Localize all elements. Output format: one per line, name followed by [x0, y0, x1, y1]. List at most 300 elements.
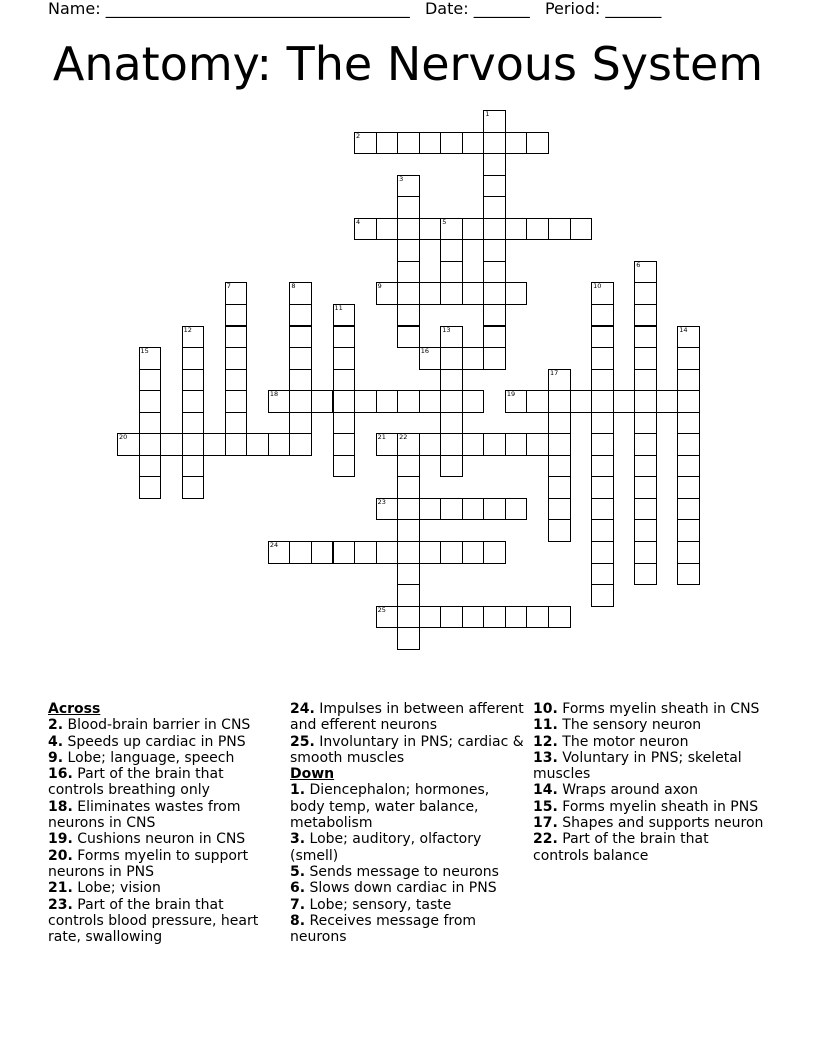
clue-num: 4. — [48, 733, 64, 750]
across-clue — [48, 848, 278, 881]
crossword-cell[interactable] — [591, 390, 614, 413]
crossword-cell[interactable] — [419, 541, 442, 564]
crossword-cell[interactable] — [634, 326, 657, 349]
crossword-cell[interactable] — [354, 218, 377, 241]
clue-num: 19. — [48, 831, 73, 848]
down-clue — [290, 831, 525, 864]
crossword-cell[interactable] — [677, 412, 700, 435]
crossword-cell[interactable] — [591, 584, 614, 607]
crossword-cell[interactable] — [591, 455, 614, 478]
crossword-cell[interactable] — [505, 433, 528, 456]
crossword-cell[interactable] — [483, 196, 506, 219]
crossword-cell[interactable] — [397, 390, 420, 413]
down-clue — [533, 782, 768, 798]
crossword-cell[interactable] — [634, 563, 657, 586]
crossword-cell[interactable] — [440, 390, 463, 413]
crossword-cell[interactable] — [397, 282, 420, 305]
clue-number: 14 — [679, 325, 688, 334]
crossword-cell[interactable] — [591, 519, 614, 542]
crossword-cell[interactable] — [397, 455, 420, 478]
crossword-cell[interactable] — [634, 455, 657, 478]
crossword-cell[interactable] — [419, 433, 442, 456]
clue-number: 13 — [442, 325, 451, 334]
across-clue — [48, 897, 278, 946]
crossword-cell[interactable] — [548, 369, 571, 392]
clue-text: Forms myelin to support neurons in PNS — [48, 847, 249, 880]
crossword-cell[interactable] — [182, 347, 205, 370]
name-label: Name: — [48, 0, 101, 18]
clue-text: Impulses in between afferent and efferent neurons — [290, 701, 524, 734]
clue-text: Involuntary in PNS; cardiac & smooth muscles — [290, 733, 524, 766]
clue-text: Part of the brain that controls breathing only — [48, 766, 224, 799]
across-clue — [290, 701, 525, 734]
crossword-cell[interactable] — [570, 218, 593, 241]
crossword-cell[interactable] — [483, 347, 506, 370]
crossword-cell[interactable] — [117, 433, 140, 456]
crossword-cell[interactable] — [419, 606, 442, 629]
crossword-cell[interactable] — [440, 282, 463, 305]
down-clue — [533, 717, 768, 733]
across-clue — [48, 734, 278, 750]
crossword-cell[interactable] — [397, 132, 420, 155]
clue-text: Lobe; vision — [77, 880, 161, 897]
crossword-cell[interactable] — [397, 218, 420, 241]
crossword-cell[interactable] — [677, 369, 700, 392]
clue-text: The motor neuron — [562, 733, 689, 750]
clue-text: Forms myelin sheath in CNS — [562, 701, 760, 717]
crossword-cell[interactable] — [677, 541, 700, 564]
down-heading: Down — [290, 766, 335, 783]
crossword-cell[interactable] — [160, 433, 183, 456]
crossword-cell[interactable] — [677, 563, 700, 586]
crossword-cell[interactable] — [462, 390, 485, 413]
crossword-cell[interactable] — [440, 218, 463, 241]
clue-number: 11 — [334, 303, 343, 312]
crossword-cell[interactable] — [440, 498, 463, 521]
clue-num: 13. — [533, 749, 558, 766]
crossword-cell[interactable] — [289, 541, 312, 564]
clue-num: 10. — [533, 701, 558, 717]
name-field[interactable]: ______________________________________ — [105, 0, 410, 18]
crossword-cell[interactable] — [440, 433, 463, 456]
crossword-cell[interactable] — [268, 390, 291, 413]
crossword-cell[interactable] — [311, 541, 334, 564]
crossword-cell[interactable] — [289, 433, 312, 456]
clue-num: 14. — [533, 782, 558, 799]
clue-number: 9 — [377, 282, 382, 291]
crossword-cell[interactable] — [182, 369, 205, 392]
crossword-cell[interactable] — [483, 498, 506, 521]
crossword-cell[interactable] — [397, 584, 420, 607]
crossword-cell[interactable] — [505, 606, 528, 629]
crossword-cell[interactable] — [677, 433, 700, 456]
crossword-cell[interactable] — [419, 218, 442, 241]
crossword-cell[interactable] — [634, 282, 657, 305]
crossword-cell[interactable] — [289, 347, 312, 370]
clue-text: Speeds up cardiac in PNS — [67, 733, 246, 750]
crossword-cell[interactable] — [397, 433, 420, 456]
down-clue — [290, 864, 525, 880]
crossword-cell[interactable] — [677, 390, 700, 413]
crossword-cell[interactable] — [634, 476, 657, 499]
crossword-cell[interactable] — [591, 304, 614, 327]
crossword-cell[interactable] — [225, 390, 248, 413]
crossword-cell[interactable] — [591, 541, 614, 564]
crossword-cell[interactable] — [333, 390, 356, 413]
crossword-cell[interactable] — [397, 541, 420, 564]
crossword-cell[interactable] — [570, 390, 593, 413]
crossword-cell[interactable] — [354, 132, 377, 155]
crossword-cell[interactable] — [462, 132, 485, 155]
across-clue — [48, 799, 278, 832]
clue-num: 17. — [533, 815, 558, 832]
crossword-cell[interactable] — [311, 390, 334, 413]
crossword-cell[interactable] — [462, 498, 485, 521]
clue-number: 22 — [399, 433, 408, 442]
crossword-cell[interactable] — [526, 433, 549, 456]
crossword-cell[interactable] — [225, 369, 248, 392]
crossword-cell[interactable] — [440, 606, 463, 629]
clue-num: 7. — [290, 896, 306, 913]
crossword-cell[interactable] — [505, 498, 528, 521]
crossword-cell[interactable] — [483, 132, 506, 155]
crossword-cell[interactable] — [483, 606, 506, 629]
down-clue — [290, 897, 525, 913]
clue-num: 2. — [48, 717, 64, 734]
crossword-cell[interactable] — [483, 239, 506, 262]
crossword-cell[interactable] — [440, 347, 463, 370]
crossword-cell[interactable] — [483, 153, 506, 176]
clue-text: Lobe; auditory, olfactory (smell) — [290, 831, 482, 864]
clue-number: 5 — [442, 217, 447, 226]
crossword-cell[interactable] — [333, 304, 356, 327]
period-field[interactable]: _______ — [605, 0, 662, 18]
crossword-cell[interactable] — [505, 282, 528, 305]
crossword-cell[interactable] — [526, 390, 549, 413]
down-clue — [533, 701, 768, 717]
clue-number: 4 — [356, 217, 361, 226]
crossword-cell[interactable] — [548, 455, 571, 478]
clue-text: Lobe; language, speech — [67, 749, 235, 766]
clue-number: 12 — [183, 325, 192, 334]
crossword-cell[interactable] — [397, 196, 420, 219]
crossword-cell[interactable] — [139, 347, 162, 370]
crossword-cell[interactable] — [376, 218, 399, 241]
crossword-cell[interactable] — [440, 541, 463, 564]
crossword-cell[interactable] — [483, 110, 506, 133]
crossword-cell[interactable] — [634, 498, 657, 521]
crossword-cell[interactable] — [376, 541, 399, 564]
crossword-cell[interactable] — [397, 627, 420, 650]
crossword-cell[interactable] — [483, 218, 506, 241]
clues-column-3 — [533, 701, 768, 864]
clue-number: 23 — [377, 497, 386, 506]
crossword-cell[interactable] — [483, 261, 506, 284]
across-clue — [48, 717, 278, 733]
clue-text: Blood-brain barrier in CNS — [67, 717, 251, 734]
clue-num: 6. — [290, 880, 306, 897]
clue-num: 16. — [48, 766, 73, 783]
crossword-cell[interactable] — [548, 476, 571, 499]
crossword-cell[interactable] — [333, 369, 356, 392]
clue-text: Forms myelin sheath in PNS — [562, 798, 759, 815]
crossword-cell[interactable] — [656, 390, 679, 413]
down-clue — [533, 799, 768, 815]
clue-num: 21. — [48, 880, 73, 897]
crossword-cell[interactable] — [139, 390, 162, 413]
crossword-cell[interactable] — [333, 412, 356, 435]
crossword-cell[interactable] — [289, 326, 312, 349]
clue-number: 6 — [636, 260, 641, 269]
crossword-cell[interactable] — [462, 606, 485, 629]
crossword-cell[interactable] — [440, 261, 463, 284]
crossword-cell[interactable] — [397, 476, 420, 499]
crossword-cell[interactable] — [505, 132, 528, 155]
crossword-cell[interactable] — [677, 347, 700, 370]
date-field[interactable]: _______ — [473, 0, 530, 18]
crossword-cell[interactable] — [397, 606, 420, 629]
clue-text: Cushions neuron in CNS — [77, 831, 246, 848]
crossword-cell[interactable] — [246, 433, 269, 456]
down-clue — [533, 815, 768, 831]
crossword-cell[interactable] — [462, 282, 485, 305]
crossword-cell[interactable] — [376, 282, 399, 305]
crossword-cell[interactable] — [440, 455, 463, 478]
clue-num: 11. — [533, 717, 558, 734]
crossword-cell[interactable] — [289, 282, 312, 305]
crossword-cell[interactable] — [397, 519, 420, 542]
crossword-cell[interactable] — [397, 175, 420, 198]
clue-text: Voluntary in PNS; skeletal muscles — [533, 749, 742, 783]
crossword-cell[interactable] — [634, 347, 657, 370]
crossword-cell[interactable] — [139, 433, 162, 456]
crossword-cell[interactable] — [139, 369, 162, 392]
crossword-cell[interactable] — [289, 369, 312, 392]
crossword-cell[interactable] — [591, 498, 614, 521]
clue-text: Slows down cardiac in PNS — [309, 880, 497, 897]
clue-num: 12. — [533, 733, 558, 750]
date-label: Date: — [424, 0, 469, 18]
crossword-cell[interactable] — [634, 541, 657, 564]
crossword-cell[interactable] — [397, 261, 420, 284]
crossword-cell[interactable] — [376, 390, 399, 413]
clue-number: 20 — [119, 433, 128, 442]
crossword-cell[interactable] — [548, 390, 571, 413]
down-clue — [533, 734, 768, 750]
clue-num: 15. — [533, 798, 558, 815]
clue-num: 20. — [48, 847, 73, 864]
crossword-cell[interactable] — [419, 347, 442, 370]
crossword-cell[interactable] — [333, 541, 356, 564]
crossword-cell[interactable] — [634, 369, 657, 392]
crossword-cell[interactable] — [289, 304, 312, 327]
crossword-cell[interactable] — [376, 433, 399, 456]
crossword-cell[interactable] — [591, 563, 614, 586]
clue-text: Sends message to neurons — [309, 863, 499, 880]
crossword-cell[interactable] — [505, 218, 528, 241]
down-clue — [533, 831, 768, 864]
crossword-cell[interactable] — [440, 369, 463, 392]
crossword-cell[interactable] — [225, 282, 248, 305]
crossword-cell[interactable] — [591, 282, 614, 305]
clue-number: 8 — [291, 282, 296, 291]
crossword-cell[interactable] — [634, 433, 657, 456]
crossword-cell[interactable] — [462, 541, 485, 564]
clue-text: Diencephalon; hormones, body temp, water balance, metabolism — [290, 782, 490, 832]
clue-num: 3. — [290, 831, 306, 848]
clue-number: 18 — [269, 390, 279, 399]
crossword-cell[interactable] — [677, 498, 700, 521]
crossword-cell[interactable] — [526, 132, 549, 155]
clue-number: 21 — [377, 433, 386, 442]
crossword-cell[interactable] — [225, 326, 248, 349]
crossword-cell[interactable] — [333, 347, 356, 370]
crossword-cell[interactable] — [483, 326, 506, 349]
crossword-cell[interactable] — [376, 606, 399, 629]
crossword-cell[interactable] — [613, 390, 636, 413]
page-title: Anatomy: The Nervous System — [52, 37, 764, 91]
crossword-cell[interactable] — [677, 476, 700, 499]
across-clue — [48, 766, 278, 799]
crossword-cell[interactable] — [591, 347, 614, 370]
clue-number: 24 — [269, 541, 279, 549]
crossword-cell[interactable] — [182, 390, 205, 413]
crossword-cell[interactable] — [419, 498, 442, 521]
crossword-cell[interactable] — [333, 455, 356, 478]
crossword-cell[interactable] — [548, 218, 571, 241]
crossword-cell[interactable] — [203, 433, 226, 456]
crossword-cell[interactable] — [440, 326, 463, 349]
crossword-cell[interactable] — [634, 519, 657, 542]
crossword-cell[interactable] — [376, 132, 399, 155]
crossword-cell[interactable] — [634, 261, 657, 284]
crossword-cell[interactable] — [483, 304, 506, 327]
crossword-cell[interactable] — [591, 369, 614, 392]
crossword-cell[interactable] — [462, 347, 485, 370]
clue-text: Wraps around axon — [562, 782, 698, 799]
crossword-cell[interactable] — [397, 563, 420, 586]
crossword-cell[interactable] — [548, 519, 571, 542]
crossword-cell[interactable] — [548, 498, 571, 521]
across-clue — [48, 880, 278, 896]
crossword-cell[interactable] — [677, 455, 700, 478]
crossword-cell[interactable] — [225, 412, 248, 435]
crossword-cell[interactable] — [677, 326, 700, 349]
across-clue — [48, 831, 278, 847]
crossword-cell[interactable] — [139, 412, 162, 435]
period-label: Period: — [544, 0, 601, 18]
crossword-cell[interactable] — [591, 433, 614, 456]
clue-num: 5. — [290, 863, 306, 880]
clues-column-1 — [48, 701, 278, 945]
crossword-cell[interactable] — [462, 218, 485, 241]
clue-number: 2 — [356, 131, 361, 140]
crossword-cell[interactable] — [225, 304, 248, 327]
crossword-cell[interactable] — [182, 326, 205, 349]
crossword-cell[interactable] — [462, 433, 485, 456]
crossword-cell[interactable] — [268, 433, 291, 456]
crossword-cell[interactable] — [526, 606, 549, 629]
crossword-cell[interactable] — [182, 455, 205, 478]
crossword-cell[interactable] — [548, 433, 571, 456]
crossword-cell[interactable] — [634, 304, 657, 327]
crossword-cell[interactable] — [225, 433, 248, 456]
crossword-cell[interactable] — [591, 476, 614, 499]
crossword-cell[interactable] — [354, 541, 377, 564]
crossword-cell[interactable] — [289, 412, 312, 435]
clue-text: Receives message from neurons — [290, 912, 477, 946]
clue-num: 18. — [48, 798, 73, 815]
crossword-cell[interactable] — [397, 326, 420, 349]
crossword-cell[interactable] — [419, 132, 442, 155]
crossword-cell[interactable] — [440, 239, 463, 262]
across-heading: Across — [48, 701, 101, 717]
down-clue — [290, 880, 525, 896]
crossword-cell[interactable] — [440, 412, 463, 435]
crossword-cell[interactable] — [483, 175, 506, 198]
crossword-cell[interactable] — [483, 282, 506, 305]
crossword-cell[interactable] — [677, 519, 700, 542]
clue-number: 1 — [485, 110, 490, 118]
crossword-cell[interactable] — [139, 455, 162, 478]
crossword-cell[interactable] — [182, 412, 205, 435]
down-clue — [290, 913, 525, 946]
crossword-cell[interactable] — [483, 541, 506, 564]
crossword-cell[interactable] — [526, 218, 549, 241]
clue-num: 24. — [290, 701, 315, 717]
clue-num: 9. — [48, 749, 64, 766]
clue-text: Part of the brain that controls balance — [533, 831, 709, 864]
crossword-cell[interactable] — [419, 282, 442, 305]
crossword-cell[interactable] — [634, 412, 657, 435]
clue-num: 25. — [290, 733, 315, 750]
crossword-cell[interactable] — [182, 433, 205, 456]
crossword-cell[interactable] — [548, 606, 571, 629]
down-clue — [533, 750, 768, 783]
crossword-cell[interactable] — [268, 541, 291, 564]
crossword-cell[interactable] — [289, 390, 312, 413]
clue-number: 7 — [226, 282, 231, 291]
crossword-cell[interactable] — [397, 498, 420, 521]
crossword-cell[interactable] — [333, 326, 356, 349]
crossword-cell[interactable] — [440, 132, 463, 155]
crossword-cell[interactable] — [354, 390, 377, 413]
crossword-cell[interactable] — [483, 433, 506, 456]
crossword-cell[interactable] — [591, 412, 614, 435]
clue-num: 1. — [290, 782, 306, 799]
crossword-cell[interactable] — [591, 326, 614, 349]
clue-text: Lobe; sensory, taste — [309, 896, 452, 913]
crossword-cell[interactable] — [548, 412, 571, 435]
crossword-cell[interactable] — [419, 390, 442, 413]
clues-column-2 — [290, 701, 525, 945]
crossword-cell[interactable] — [333, 433, 356, 456]
crossword-cell[interactable] — [397, 239, 420, 262]
crossword-cell[interactable] — [397, 304, 420, 327]
clue-number: 16 — [420, 347, 429, 356]
clue-number: 17 — [550, 368, 559, 377]
across-clue — [48, 750, 278, 766]
crossword-cell[interactable] — [182, 476, 205, 499]
crossword-cell[interactable] — [505, 390, 528, 413]
crossword-cell[interactable] — [376, 498, 399, 521]
down-clue — [290, 782, 525, 831]
crossword-cell[interactable] — [225, 347, 248, 370]
across-clue — [290, 734, 525, 767]
crossword-cell[interactable] — [634, 390, 657, 413]
crossword-cell[interactable] — [139, 476, 162, 499]
clue-number: 3 — [399, 174, 404, 183]
